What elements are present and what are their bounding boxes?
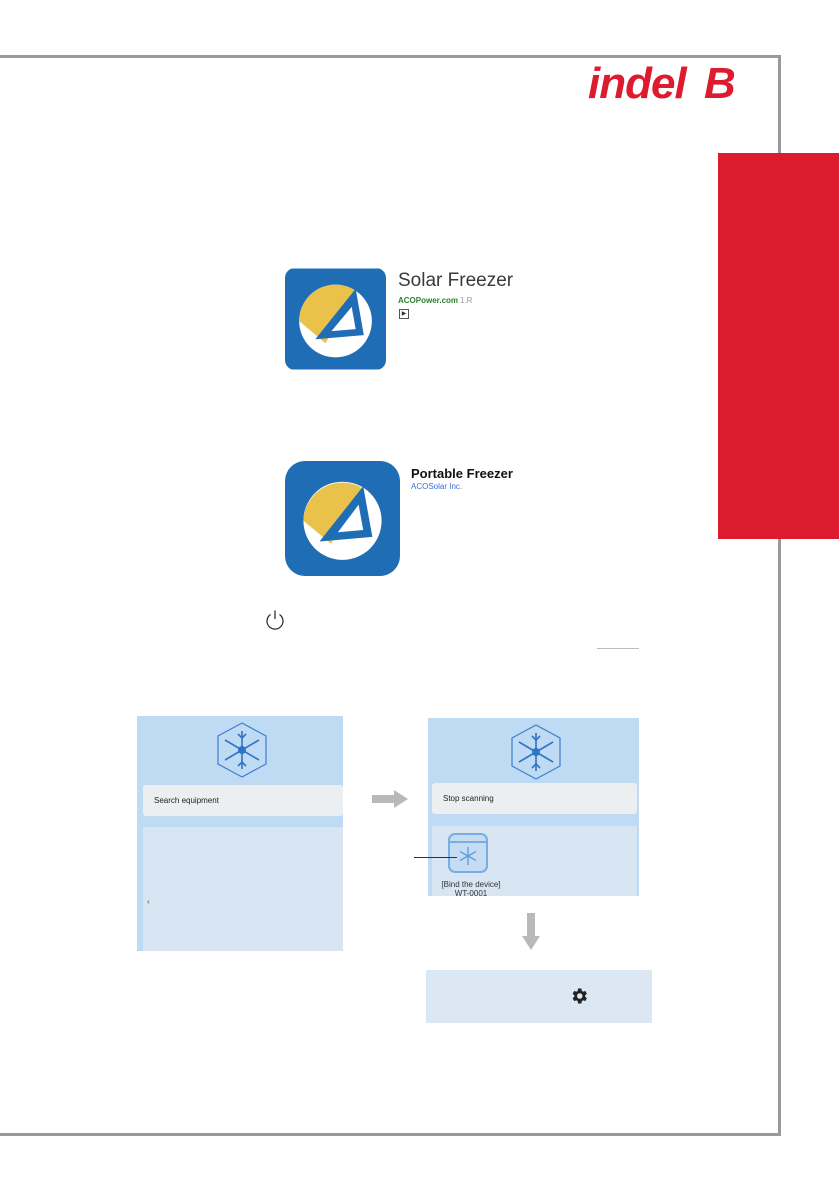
results-panel <box>143 827 343 951</box>
arrow-right-icon <box>372 790 408 808</box>
scanning-screen <box>428 718 639 896</box>
app-developer[interactable]: ACOPower.com <box>398 296 459 305</box>
page-frame-bottom <box>0 1133 781 1136</box>
scroll-mark: ‹ <box>147 897 150 906</box>
indelb-logo <box>586 56 766 110</box>
divider-line <box>597 648 639 649</box>
section-tab <box>718 153 839 539</box>
power-icon <box>264 609 286 631</box>
solar-freezer-app-icon[interactable] <box>285 268 386 370</box>
app-rating: 1.R <box>460 296 473 305</box>
play-badge-icon: ▶ <box>399 309 409 319</box>
callout-line <box>414 857 457 858</box>
search-equipment-button[interactable]: Search equipment <box>143 785 343 816</box>
search-screen <box>137 716 343 951</box>
arrow-down-icon <box>522 913 540 950</box>
portable-freezer-app-icon[interactable] <box>285 461 400 576</box>
svg-text:indel: indel <box>588 59 686 108</box>
stop-scanning-button[interactable]: Stop scanning <box>432 783 637 814</box>
gear-icon[interactable] <box>569 986 589 1006</box>
snowflake-icon <box>510 723 562 781</box>
bind-device-text: [Bind the device] <box>441 880 501 889</box>
svg-text:B: B <box>704 59 736 108</box>
device-id-text: WT-0001 <box>454 889 488 896</box>
device-settings-bar <box>426 970 652 1023</box>
device-label[interactable] <box>432 880 510 896</box>
app-title: Portable Freezer <box>411 466 513 481</box>
app-title: Solar Freezer <box>398 270 514 291</box>
snowflake-icon <box>216 721 268 779</box>
freezer-device-icon[interactable] <box>447 832 489 874</box>
app-developer[interactable]: ACOSolar Inc. <box>411 482 463 491</box>
